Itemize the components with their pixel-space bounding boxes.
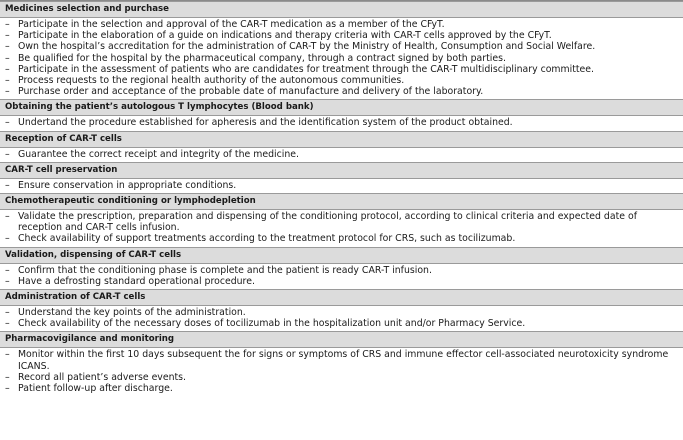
- list-item-text: Record all patient’s adverse events.: [18, 371, 187, 383]
- dash-bullet: –: [5, 75, 10, 87]
- list-item: [0, 19, 683, 30]
- dash-bullet: –: [5, 371, 10, 383]
- dash-bullet: –: [5, 63, 10, 75]
- dash-bullet: –: [5, 86, 10, 98]
- list-item-text: Monitor within the first 10 days subsequent the for signs or symptoms of CRS and immune effector cell-associated neurotoxicity syndrome ICANS.: [18, 349, 669, 372]
- dash-bullet: –: [5, 30, 10, 42]
- section-body: [0, 306, 683, 331]
- list-item-text: Purchase order and acceptance of the probable date of manufacture and delivery of the laboratory.: [18, 86, 484, 98]
- list-item: [0, 117, 683, 128]
- dash-bullet: –: [5, 233, 10, 245]
- list-item: [0, 349, 683, 371]
- list-item-text: Check availability of the necessary doses of tocilizumab in the hospitalization unit and/or Pharmacy Service.: [18, 318, 526, 330]
- section-body: [0, 148, 683, 162]
- list-item-text: Participate in the assessment of patients who are candidates for treatment through the CAR-T multidisciplinary committee.: [18, 63, 595, 75]
- section-body: [0, 348, 683, 396]
- dash-bullet: –: [5, 318, 10, 330]
- dash-bullet: –: [5, 211, 10, 223]
- list-item-text: Have a defrosting standard operational procedure.: [18, 275, 255, 287]
- dash-bullet: –: [5, 275, 10, 287]
- section-header: Obtaining the patient’s autologous T lymphocytes (Blood bank): [0, 99, 683, 116]
- section-header: CAR-T cell preservation: [0, 162, 683, 179]
- list-item: [0, 265, 683, 276]
- section-header: Administration of CAR-T cells: [0, 289, 683, 306]
- dash-bullet: –: [5, 307, 10, 319]
- list-item-text: Validate the prescription, preparation and dispensing of the conditioning protocol, according to clinical criteria and expected date of reception and CAR-T cells infusion.: [18, 211, 637, 234]
- list-item: [0, 64, 683, 75]
- section-header: Reception of CAR-T cells: [0, 131, 683, 148]
- section-body: [0, 116, 683, 130]
- list-item: [0, 41, 683, 52]
- section-header: Validation, dispensing of CAR-T cells: [0, 247, 683, 264]
- section-body: [0, 210, 683, 247]
- list-item: [0, 318, 683, 329]
- list-item: [0, 86, 683, 97]
- list-item-text: Participate in the elaboration of a guide on indications and therapy criteria with CAR-T cells approved by the CFyT.: [18, 30, 552, 42]
- list-item-text: Ensure conservation in appropriate conditions.: [18, 179, 237, 191]
- list-item: [0, 53, 683, 64]
- section-header: Chemotherapeutic conditioning or lymphodepletion: [0, 193, 683, 210]
- list-item: [0, 372, 683, 383]
- list-item-text: Understand the key points of the administration.: [18, 307, 246, 319]
- dash-bullet: –: [5, 383, 10, 395]
- list-item-text: Participate in the selection and approval of the CAR-T medication as a member of the CFyT.: [18, 19, 445, 30]
- list-item: [0, 276, 683, 287]
- list-item-text: Guarantee the correct receipt and integrity of the medicine.: [18, 148, 299, 160]
- dash-bullet: –: [5, 148, 10, 160]
- list-item-text: Undertand the procedure established for apheresis and the identification system of the product obtained.: [18, 117, 513, 129]
- list-item: [0, 383, 683, 394]
- dash-bullet: –: [5, 41, 10, 53]
- dash-bullet: –: [5, 264, 10, 276]
- list-item-text: Own the hospital’s accreditation for the administration of CAR-T by the Ministry of Health, Consumption and Social Welfare.: [18, 41, 596, 53]
- list-item: [0, 149, 683, 160]
- section-body: [0, 18, 683, 99]
- dash-bullet: –: [5, 52, 10, 64]
- list-item: [0, 211, 683, 233]
- dash-bullet: –: [5, 179, 10, 191]
- list-item-text: Patient follow-up after discharge.: [18, 383, 173, 395]
- list-item-text: Check availability of support treatments according to the treatment protocol for CRS, such as tocilizumab.: [18, 233, 516, 245]
- section-header: Pharmacovigilance and monitoring: [0, 331, 683, 348]
- list-item: [0, 75, 683, 86]
- dash-bullet: –: [5, 19, 10, 30]
- list-item-text: Confirm that the conditioning phase is complete and the patient is ready CAR-T infusion.: [18, 264, 432, 276]
- list-item: [0, 233, 683, 244]
- list-item: [0, 30, 683, 41]
- list-item: [0, 180, 683, 191]
- section-header: Medicines selection and purchase: [0, 1, 683, 18]
- dash-bullet: –: [5, 349, 10, 361]
- list-item-text: Process requests to the regional health authority of the autonomous communities.: [18, 75, 405, 87]
- section-body: [0, 264, 683, 289]
- section-body: [0, 179, 683, 193]
- list-item-text: Be qualified for the hospital by the pharmaceutical company, through a contract signed by both parties.: [18, 52, 506, 64]
- dash-bullet: –: [5, 117, 10, 129]
- list-item: [0, 307, 683, 318]
